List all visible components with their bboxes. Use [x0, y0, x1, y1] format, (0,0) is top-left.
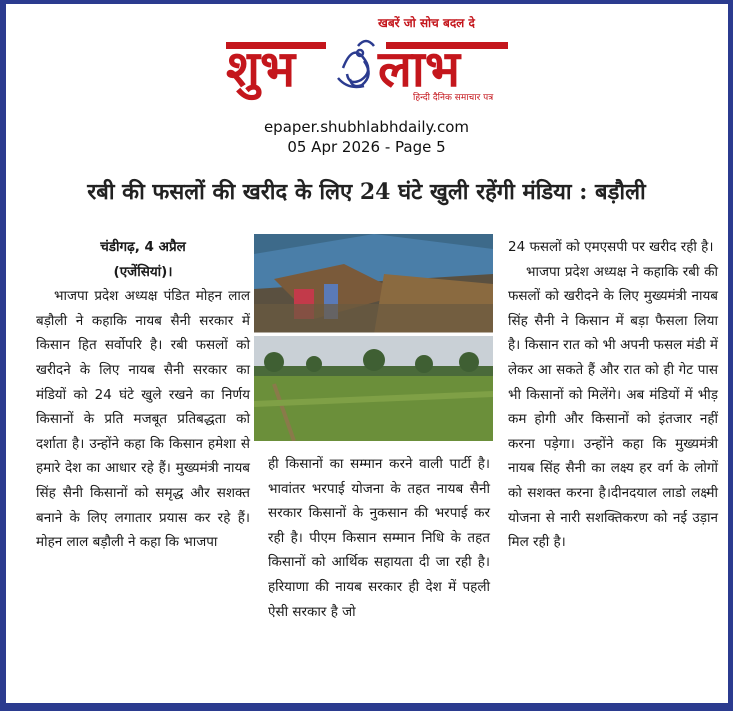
column-3-text-b: भाजपा प्रदेश अध्यक्ष ने कहाकि रबी की फसलों को खरीदने के लिए मुख्यमंत्री नायब सिंह सैनी ने किसान में बड़ा फैसला लिया है। किसान रात को भी अपनी फसल मंडी में लेकर आ सकते हैं और रात को ही गेट पास भी किसानों को मिलेंगे। अब मंडियों में भीड़ कम होगी और किसानों को इंतजार नहीं करना पड़ेगा। उन्होंने कहा कि मुख्यमंत्री नायब सिंह सैनी का लक्ष्य हर वर्ग के लोगों को सशक्त करना है।दीनदयाल लाडो लक्ष्मी योजना से नारी सशक्तिकरण को नई उड़ान मिल रही है। — [508, 263, 718, 551]
article-photo — [254, 234, 493, 441]
masthead — [218, 6, 516, 112]
article-column-2 — [268, 452, 490, 624]
column-1-text: भाजपा प्रदेश अध्यक्ष पंडित मोहन लाल बड़ौली ने कहाकि नायब सैनी सरकार में किसान हित सर्वोपरि है। रबी फसलों को खरीदने के लिए नायब सैनी सरकार का मंडियों को 24 घंटे खुले रखने का निर्णय किसानों के प्रति मजबूत प्रतिबद्धता को दर्शाता है। उन्होंने कहा कि किसान हमेशा से हमारे देश का आधार रहे हैं। मुख्यमंत्री नायब सिंह सैनी किसानों को समृद्ध और सशक्त बनाने के लिए लगातार प्रयास कर रहे हैं। मोहन लाल बड़ौली ने कहा कि भाजपा — [36, 288, 250, 551]
column-3-text-a: 24 फसलों को एमएसपी पर खरीद रही है। — [508, 239, 714, 255]
svg-text:शुभ: शुभ — [226, 40, 296, 98]
byline-agency: (एजेंसियां)। — [113, 263, 173, 280]
byline-place-date: चंडीगढ़, 4 अप्रैल — [100, 239, 186, 255]
article-headline: रबी की फसलों की खरीद के लिए 24 घंटे खुली रहेंगी मंडिया : बड़ौली — [87, 179, 646, 205]
svg-text:लाभ: लाभ — [378, 40, 460, 98]
news-article — [10, 162, 723, 700]
edition-date-page: 05 Apr 2026 - Page 5 — [287, 138, 446, 156]
column-2-text: ही किसानों का सम्मान करने वाली पार्टी है। भावांतर भरपाई योजना के तहत नायब सैनी सरकार किसानों के नुकसान की भरपाई कर रही है। पीएम किसान सम्मान निधि के तहत किसानों को आर्थिक सहायता दी जा रही है। हरियाणा की नायब सरकार ही देश में पहली ऐसी सरकार है जो — [268, 456, 490, 620]
tagline: खबरें जो सोच बदल दे — [378, 16, 475, 30]
article-column-1 — [36, 235, 250, 555]
subtagline: हिन्दी दैनिक समाचार पत्र — [413, 93, 494, 103]
storm-damage-photo — [254, 234, 493, 441]
epaper-url: epaper.shubhlabhdaily.com — [263, 118, 470, 136]
article-column-3 — [508, 235, 718, 555]
